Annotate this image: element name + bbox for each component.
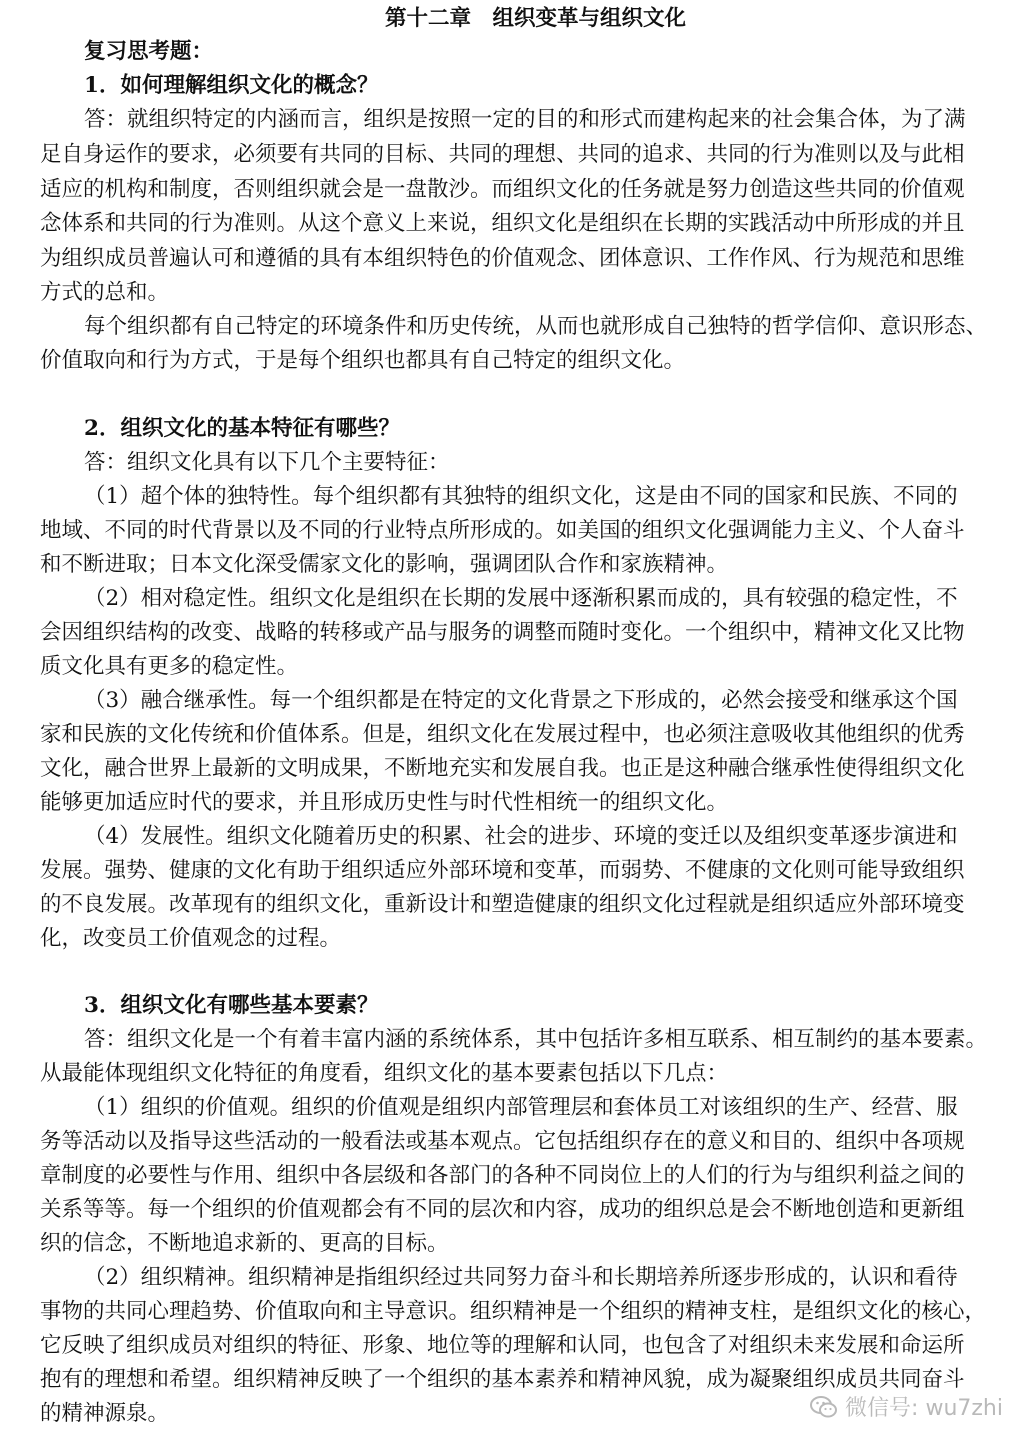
answer-line: 文化，融合世界上最新的文明成果，不断地充实和发展自我。也正是这种融合继承性使得组织文化 bbox=[40, 756, 965, 781]
answer-line: （2）组织精神。组织精神是指组织经过共同努力奋斗和长期培养所逐步形成的，认识和看待 bbox=[84, 1265, 958, 1290]
answer-line: 为组织成员普遍认可和遵循的具有本组织特色的价值观念、团体意识、工作作风、行为规范和思维 bbox=[40, 246, 965, 271]
answer-line: （1）超个体的独特性。每个组织都有其独特的组织文化，这是由不同的国家和民族、不同的 bbox=[84, 484, 958, 509]
answer-line: 每个组织都有自己特定的环境条件和历史传统，从而也就形成自己独特的哲学信仰、意识形态、 bbox=[84, 314, 988, 339]
answer-line: （4）发展性。组织文化随着历史的积累、社会的进步、环境的变迁以及组织变革逐步演进和 bbox=[84, 824, 958, 849]
answer-line: 的精神源泉。 bbox=[40, 1401, 170, 1426]
wechat-icon bbox=[809, 1394, 839, 1420]
chapter-title: 第十二章 组织变革与组织文化 bbox=[385, 6, 687, 31]
answer-line: 地域、不同的时代背景以及不同的行业特点所形成的。如美国的组织文化强调能力主义、个人奋斗 bbox=[40, 518, 965, 543]
answer-line: 发展。强势、健康的文化有助于组织适应外部环境和变革，而弱势、不健康的文化则可能导致组织 bbox=[40, 858, 965, 883]
wechat-watermark bbox=[809, 1391, 1003, 1422]
answer-line: 价值取向和行为方式，于是每个组织也都具有自己特定的组织文化。 bbox=[40, 348, 686, 373]
answer-line: （1）组织的价值观。组织的价值观是组织内部管理层和套体员工对该组织的生产、经营、服 bbox=[84, 1095, 958, 1120]
answer-line: （3）融合继承性。每一个组织都是在特定的文化背景之下形成的，必然会接受和继承这个国 bbox=[84, 688, 958, 713]
answer-line: 会因组织结构的改变、战略的转移或产品与服务的调整而随时变化。一个组织中，精神文化又比物 bbox=[40, 620, 965, 645]
answer-line: 方式的总和。 bbox=[40, 280, 170, 305]
question-1: 1．如何理解组织文化的概念？ bbox=[84, 73, 379, 98]
answer-line: 答：组织文化是一个有着丰富内涵的系统体系，其中包括许多相互联系、相互制约的基本要素。 bbox=[84, 1027, 988, 1052]
watermark-text: 微信号: wu7zhi bbox=[845, 1396, 1003, 1421]
answer-line: 质文化具有更多的稳定性。 bbox=[40, 654, 299, 679]
answer-line: 家和民族的文化传统和价值体系。但是，组织文化在发展过程中，也必须注意吸收其他组织的优秀 bbox=[40, 722, 965, 747]
answer-line: 答：组织文化具有以下几个主要特征： bbox=[84, 450, 450, 475]
answer-line: 适应的机构和制度，否则组织就会是一盘散沙。而组织文化的任务就是努力创造这些共同的价值观 bbox=[40, 177, 965, 202]
answer-line: 从最能体现组织文化特征的角度看，组织文化的基本要素包括以下几点： bbox=[40, 1061, 729, 1086]
section-heading: 复习思考题： bbox=[84, 39, 214, 64]
answer-line: 的不良发展。改革现有的组织文化，重新设计和塑造健康的组织文化过程就是组织适应外部环境变 bbox=[40, 892, 965, 917]
answer-line: 抱有的理想和希望。组织精神反映了一个组织的基本素养和精神风貌，成为凝聚组织成员共同奋斗 bbox=[40, 1367, 965, 1392]
answer-line: 关系等等。每一个组织的价值观都会有不同的层次和内容，成功的组织总是会不断地创造和更新组 bbox=[40, 1197, 965, 1222]
answer-line: 念体系和共同的行为准则。从这个意义上来说，组织文化是组织在长期的实践活动中所形成的并且 bbox=[40, 211, 965, 236]
answer-line: 织的信念，不断地追求新的、更高的目标。 bbox=[40, 1231, 449, 1256]
answer-line: 答：就组织特定的内涵而言，组织是按照一定的目的和形式而建构起来的社会集合体，为了满 bbox=[84, 107, 966, 132]
answer-line: 务等活动以及指导这些活动的一般看法或基本观点。它包括组织存在的意义和目的、组织中各项规 bbox=[40, 1129, 965, 1154]
answer-line: 能够更加适应时代的要求，并且形成历史性与时代性相统一的组织文化。 bbox=[40, 790, 729, 815]
answer-line: 足自身运作的要求，必须要有共同的目标、共同的理想、共同的追求、共同的行为准则以及与此相 bbox=[40, 142, 965, 167]
answer-line: 它反映了组织成员对组织的特征、形象、地位等的理解和认同，也包含了对组织未来发展和命运所 bbox=[40, 1333, 965, 1358]
answer-line: 和不断进取；日本文化深受儒家文化的影响，强调团队合作和家族精神。 bbox=[40, 552, 729, 577]
question-3: 3．组织文化有哪些基本要素？ bbox=[84, 993, 379, 1018]
question-2: 2．组织文化的基本特征有哪些？ bbox=[84, 416, 400, 441]
answer-line: （2）相对稳定性。组织文化是组织在长期的发展中逐渐积累而成的，具有较强的稳定性，不 bbox=[84, 586, 958, 611]
answer-line: 事物的共同心理趋势、价值取向和主导意识。组织精神是一个组织的精神支柱，是组织文化的核心， bbox=[40, 1299, 987, 1324]
answer-line: 章制度的必要性与作用、组织中各层级和各部门的各种不同岗位上的人们的行为与组织利益之间的 bbox=[40, 1163, 965, 1188]
answer-line: 化，改变员工价值观念的过程。 bbox=[40, 926, 342, 951]
